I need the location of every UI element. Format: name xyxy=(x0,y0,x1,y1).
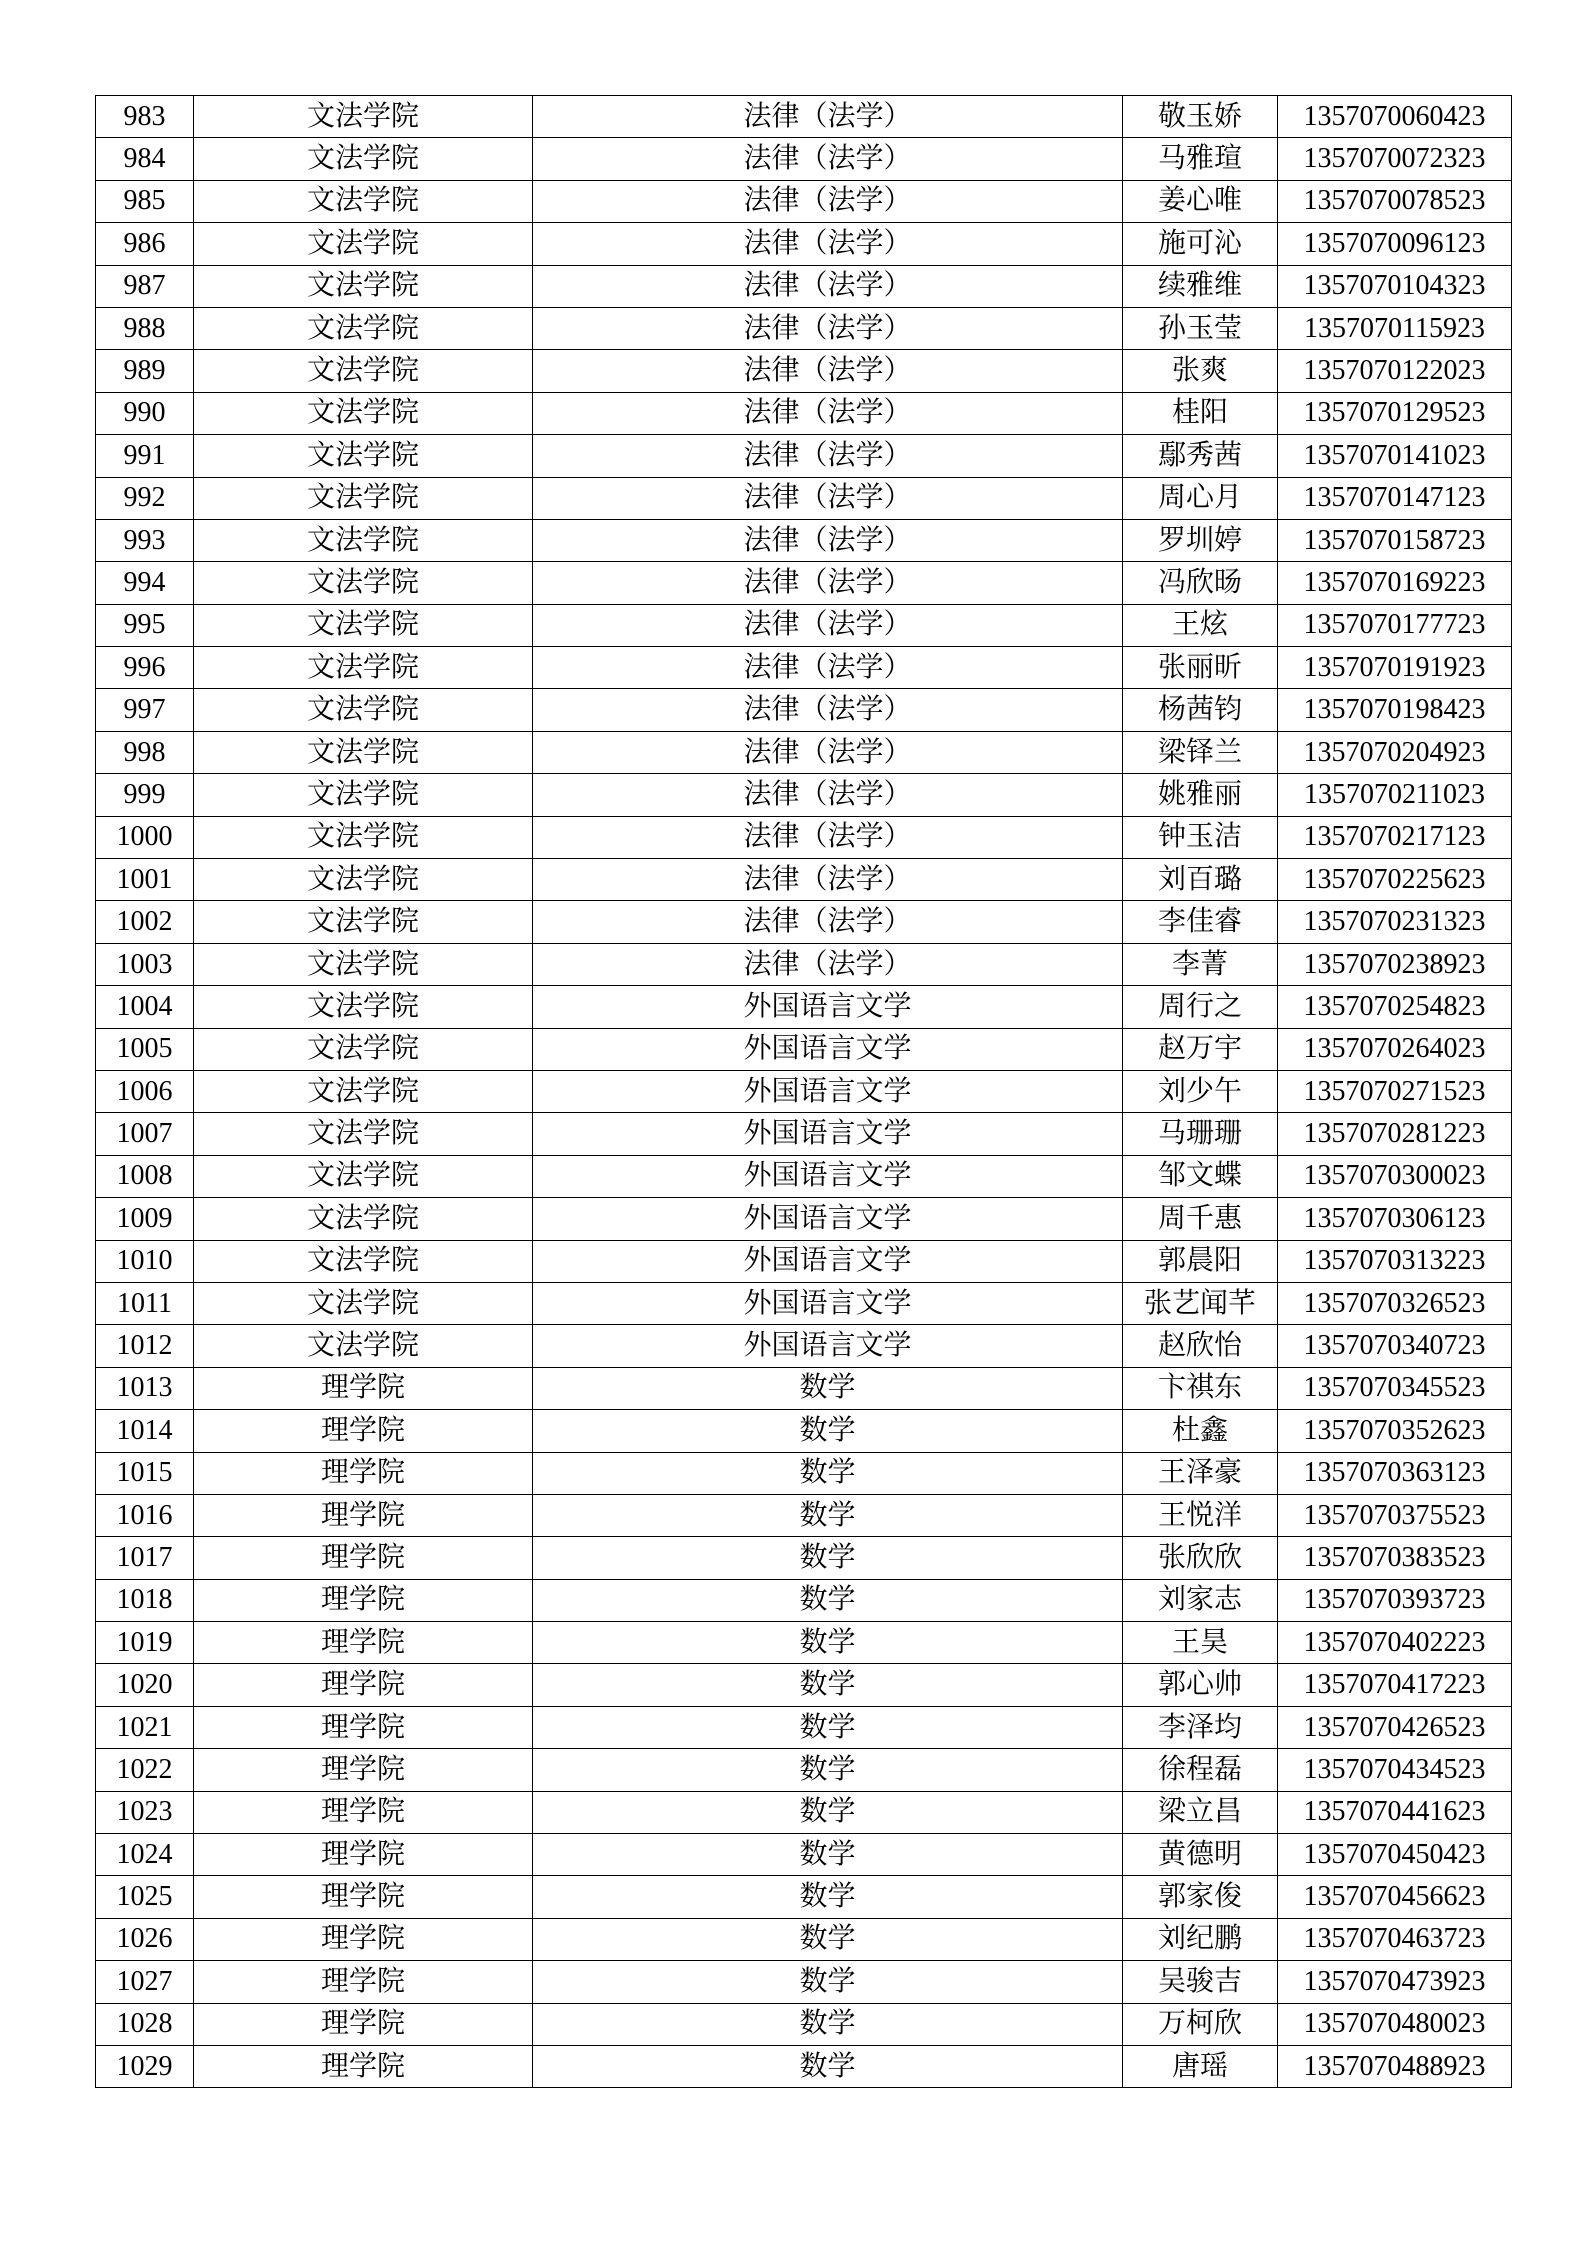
table-row xyxy=(96,562,1512,604)
college-cell: 文法学院 xyxy=(194,816,533,858)
student-name-cell: 刘少午 xyxy=(1123,1070,1278,1112)
table-row xyxy=(96,604,1512,646)
major-cell: 法律（法学） xyxy=(533,562,1123,604)
table-row xyxy=(96,774,1512,816)
table-row xyxy=(96,1918,1512,1960)
id-number-cell: 1357070072323 xyxy=(1278,138,1512,180)
college-cell: 文法学院 xyxy=(194,1155,533,1197)
student-name-cell: 黄德明 xyxy=(1123,1834,1278,1876)
college-cell: 文法学院 xyxy=(194,689,533,731)
row-number-cell: 1013 xyxy=(96,1367,194,1409)
college-cell: 文法学院 xyxy=(194,519,533,561)
college-cell: 文法学院 xyxy=(194,138,533,180)
major-cell: 法律（法学） xyxy=(533,816,1123,858)
id-number-cell: 1357070363123 xyxy=(1278,1452,1512,1494)
major-cell: 外国语言文学 xyxy=(533,1325,1123,1367)
row-number-cell: 1020 xyxy=(96,1664,194,1706)
id-number-cell: 1357070104323 xyxy=(1278,265,1512,307)
table-row xyxy=(96,1155,1512,1197)
student-name-cell: 张艺闻芊 xyxy=(1123,1282,1278,1324)
college-cell: 理学院 xyxy=(194,1367,533,1409)
row-number-cell: 1018 xyxy=(96,1579,194,1621)
major-cell: 外国语言文学 xyxy=(533,1070,1123,1112)
table-row xyxy=(96,1834,1512,1876)
row-number-cell: 1025 xyxy=(96,1876,194,1918)
student-name-cell: 刘家志 xyxy=(1123,1579,1278,1621)
college-cell: 文法学院 xyxy=(194,1028,533,1070)
major-cell: 数学 xyxy=(533,1579,1123,1621)
major-cell: 法律（法学） xyxy=(533,477,1123,519)
id-number-cell: 1357070115923 xyxy=(1278,307,1512,349)
major-cell: 法律（法学） xyxy=(533,774,1123,816)
id-number-cell: 1357070096123 xyxy=(1278,223,1512,265)
major-cell: 数学 xyxy=(533,1664,1123,1706)
id-number-cell: 1357070281223 xyxy=(1278,1113,1512,1155)
row-number-cell: 996 xyxy=(96,647,194,689)
row-number-cell: 1005 xyxy=(96,1028,194,1070)
student-name-cell: 唐瑶 xyxy=(1123,2045,1278,2087)
student-name-cell: 周心月 xyxy=(1123,477,1278,519)
table-row xyxy=(96,435,1512,477)
college-cell: 文法学院 xyxy=(194,604,533,646)
id-number-cell: 1357070169223 xyxy=(1278,562,1512,604)
student-name-cell: 吴骏吉 xyxy=(1123,1961,1278,2003)
row-number-cell: 990 xyxy=(96,392,194,434)
major-cell: 数学 xyxy=(533,1961,1123,2003)
major-cell: 数学 xyxy=(533,1537,1123,1579)
row-number-cell: 1009 xyxy=(96,1198,194,1240)
major-cell: 外国语言文学 xyxy=(533,1155,1123,1197)
major-cell: 外国语言文学 xyxy=(533,1240,1123,1282)
row-number-cell: 1012 xyxy=(96,1325,194,1367)
major-cell: 法律（法学） xyxy=(533,435,1123,477)
table-row xyxy=(96,1070,1512,1112)
student-name-cell: 刘纪鹏 xyxy=(1123,1918,1278,1960)
major-cell: 数学 xyxy=(533,1918,1123,1960)
college-cell: 文法学院 xyxy=(194,986,533,1028)
college-cell: 文法学院 xyxy=(194,1282,533,1324)
row-number-cell: 1015 xyxy=(96,1452,194,1494)
row-number-cell: 984 xyxy=(96,138,194,180)
table-row xyxy=(96,265,1512,307)
student-roster-table xyxy=(95,95,1512,2088)
table-row xyxy=(96,1706,1512,1748)
student-name-cell: 邹文蝶 xyxy=(1123,1155,1278,1197)
college-cell: 理学院 xyxy=(194,1834,533,1876)
major-cell: 外国语言文学 xyxy=(533,1028,1123,1070)
row-number-cell: 1029 xyxy=(96,2045,194,2087)
student-name-cell: 郭晨阳 xyxy=(1123,1240,1278,1282)
id-number-cell: 1357070122023 xyxy=(1278,350,1512,392)
major-cell: 法律（法学） xyxy=(533,731,1123,773)
id-number-cell: 1357070211023 xyxy=(1278,774,1512,816)
row-number-cell: 1004 xyxy=(96,986,194,1028)
row-number-cell: 985 xyxy=(96,180,194,222)
id-number-cell: 1357070238923 xyxy=(1278,943,1512,985)
table-row xyxy=(96,943,1512,985)
id-number-cell: 1357070340723 xyxy=(1278,1325,1512,1367)
id-number-cell: 1357070463723 xyxy=(1278,1918,1512,1960)
id-number-cell: 1357070488923 xyxy=(1278,2045,1512,2087)
row-number-cell: 1003 xyxy=(96,943,194,985)
table-row xyxy=(96,1452,1512,1494)
id-number-cell: 1357070326523 xyxy=(1278,1282,1512,1324)
row-number-cell: 1021 xyxy=(96,1706,194,1748)
college-cell: 理学院 xyxy=(194,1494,533,1536)
student-name-cell: 徐程磊 xyxy=(1123,1749,1278,1791)
id-number-cell: 1357070434523 xyxy=(1278,1749,1512,1791)
id-number-cell: 1357070402223 xyxy=(1278,1622,1512,1664)
id-number-cell: 1357070383523 xyxy=(1278,1537,1512,1579)
row-number-cell: 1007 xyxy=(96,1113,194,1155)
major-cell: 数学 xyxy=(533,1876,1123,1918)
row-number-cell: 1000 xyxy=(96,816,194,858)
table-row xyxy=(96,1961,1512,2003)
major-cell: 数学 xyxy=(533,1706,1123,1748)
student-name-cell: 施可沁 xyxy=(1123,223,1278,265)
college-cell: 理学院 xyxy=(194,2045,533,2087)
student-name-cell: 刘百璐 xyxy=(1123,859,1278,901)
student-name-cell: 桂阳 xyxy=(1123,392,1278,434)
id-number-cell: 1357070345523 xyxy=(1278,1367,1512,1409)
major-cell: 法律（法学） xyxy=(533,96,1123,138)
student-name-cell: 王泽豪 xyxy=(1123,1452,1278,1494)
id-number-cell: 1357070225623 xyxy=(1278,859,1512,901)
college-cell: 理学院 xyxy=(194,2003,533,2045)
student-name-cell: 万柯欣 xyxy=(1123,2003,1278,2045)
major-cell: 法律（法学） xyxy=(533,392,1123,434)
table-row xyxy=(96,2045,1512,2087)
table-row xyxy=(96,1791,1512,1833)
major-cell: 数学 xyxy=(533,1494,1123,1536)
table-row xyxy=(96,1240,1512,1282)
student-name-cell: 赵万宇 xyxy=(1123,1028,1278,1070)
student-name-cell: 卞祺东 xyxy=(1123,1367,1278,1409)
college-cell: 文法学院 xyxy=(194,96,533,138)
table-row xyxy=(96,1325,1512,1367)
table-row xyxy=(96,1579,1512,1621)
id-number-cell: 1357070129523 xyxy=(1278,392,1512,434)
row-number-cell: 993 xyxy=(96,519,194,561)
college-cell: 理学院 xyxy=(194,1452,533,1494)
table-row xyxy=(96,647,1512,689)
student-name-cell: 周千惠 xyxy=(1123,1198,1278,1240)
row-number-cell: 1028 xyxy=(96,2003,194,2045)
major-cell: 法律（法学） xyxy=(533,307,1123,349)
major-cell: 数学 xyxy=(533,2003,1123,2045)
row-number-cell: 1022 xyxy=(96,1749,194,1791)
major-cell: 外国语言文学 xyxy=(533,1198,1123,1240)
college-cell: 文法学院 xyxy=(194,223,533,265)
id-number-cell: 1357070417223 xyxy=(1278,1664,1512,1706)
student-name-cell: 姚雅丽 xyxy=(1123,774,1278,816)
roster-table-body xyxy=(96,96,1512,2088)
student-name-cell: 敬玉娇 xyxy=(1123,96,1278,138)
table-row xyxy=(96,859,1512,901)
college-cell: 理学院 xyxy=(194,1918,533,1960)
row-number-cell: 1011 xyxy=(96,1282,194,1324)
college-cell: 文法学院 xyxy=(194,1240,533,1282)
major-cell: 法律（法学） xyxy=(533,604,1123,646)
id-number-cell: 1357070456623 xyxy=(1278,1876,1512,1918)
student-name-cell: 王悦洋 xyxy=(1123,1494,1278,1536)
college-cell: 理学院 xyxy=(194,1537,533,1579)
college-cell: 理学院 xyxy=(194,1410,533,1452)
id-number-cell: 1357070480023 xyxy=(1278,2003,1512,2045)
table-row xyxy=(96,180,1512,222)
student-name-cell: 赵欣怡 xyxy=(1123,1325,1278,1367)
id-number-cell: 1357070313223 xyxy=(1278,1240,1512,1282)
row-number-cell: 1027 xyxy=(96,1961,194,2003)
row-number-cell: 992 xyxy=(96,477,194,519)
student-name-cell: 张欣欣 xyxy=(1123,1537,1278,1579)
student-name-cell: 郭心帅 xyxy=(1123,1664,1278,1706)
id-number-cell: 1357070300023 xyxy=(1278,1155,1512,1197)
row-number-cell: 1006 xyxy=(96,1070,194,1112)
id-number-cell: 1357070450423 xyxy=(1278,1834,1512,1876)
id-number-cell: 1357070473923 xyxy=(1278,1961,1512,2003)
major-cell: 数学 xyxy=(533,1834,1123,1876)
row-number-cell: 1023 xyxy=(96,1791,194,1833)
table-row xyxy=(96,1367,1512,1409)
student-name-cell: 李菁 xyxy=(1123,943,1278,985)
id-number-cell: 1357070198423 xyxy=(1278,689,1512,731)
student-name-cell: 孙玉莹 xyxy=(1123,307,1278,349)
college-cell: 文法学院 xyxy=(194,180,533,222)
major-cell: 法律（法学） xyxy=(533,901,1123,943)
student-name-cell: 鄢秀茜 xyxy=(1123,435,1278,477)
college-cell: 理学院 xyxy=(194,1791,533,1833)
table-row xyxy=(96,731,1512,773)
row-number-cell: 998 xyxy=(96,731,194,773)
row-number-cell: 986 xyxy=(96,223,194,265)
major-cell: 法律（法学） xyxy=(533,265,1123,307)
major-cell: 数学 xyxy=(533,1452,1123,1494)
student-name-cell: 王炫 xyxy=(1123,604,1278,646)
major-cell: 法律（法学） xyxy=(533,689,1123,731)
college-cell: 文法学院 xyxy=(194,647,533,689)
id-number-cell: 1357070271523 xyxy=(1278,1070,1512,1112)
college-cell: 文法学院 xyxy=(194,731,533,773)
row-number-cell: 1002 xyxy=(96,901,194,943)
major-cell: 法律（法学） xyxy=(533,943,1123,985)
table-row xyxy=(96,1537,1512,1579)
major-cell: 法律（法学） xyxy=(533,350,1123,392)
college-cell: 文法学院 xyxy=(194,1070,533,1112)
row-number-cell: 1024 xyxy=(96,1834,194,1876)
table-row xyxy=(96,1198,1512,1240)
college-cell: 文法学院 xyxy=(194,435,533,477)
college-cell: 理学院 xyxy=(194,1961,533,2003)
major-cell: 外国语言文学 xyxy=(533,1113,1123,1155)
table-row xyxy=(96,816,1512,858)
row-number-cell: 983 xyxy=(96,96,194,138)
id-number-cell: 1357070177723 xyxy=(1278,604,1512,646)
college-cell: 文法学院 xyxy=(194,350,533,392)
college-cell: 理学院 xyxy=(194,1749,533,1791)
table-row xyxy=(96,307,1512,349)
table-row xyxy=(96,96,1512,138)
id-number-cell: 1357070254823 xyxy=(1278,986,1512,1028)
id-number-cell: 1357070306123 xyxy=(1278,1198,1512,1240)
college-cell: 文法学院 xyxy=(194,265,533,307)
table-row xyxy=(96,1749,1512,1791)
id-number-cell: 1357070141023 xyxy=(1278,435,1512,477)
college-cell: 理学院 xyxy=(194,1876,533,1918)
student-name-cell: 马雅瑄 xyxy=(1123,138,1278,180)
row-number-cell: 994 xyxy=(96,562,194,604)
major-cell: 法律（法学） xyxy=(533,647,1123,689)
major-cell: 数学 xyxy=(533,1410,1123,1452)
college-cell: 文法学院 xyxy=(194,1198,533,1240)
college-cell: 文法学院 xyxy=(194,901,533,943)
student-name-cell: 李佳睿 xyxy=(1123,901,1278,943)
student-name-cell: 钟玉洁 xyxy=(1123,816,1278,858)
major-cell: 法律（法学） xyxy=(533,223,1123,265)
student-name-cell: 姜心唯 xyxy=(1123,180,1278,222)
row-number-cell: 991 xyxy=(96,435,194,477)
major-cell: 外国语言文学 xyxy=(533,1282,1123,1324)
student-name-cell: 张丽昕 xyxy=(1123,647,1278,689)
id-number-cell: 1357070204923 xyxy=(1278,731,1512,773)
table-row xyxy=(96,519,1512,561)
row-number-cell: 1017 xyxy=(96,1537,194,1579)
id-number-cell: 1357070147123 xyxy=(1278,477,1512,519)
student-name-cell: 杨茜钧 xyxy=(1123,689,1278,731)
student-name-cell: 梁铎兰 xyxy=(1123,731,1278,773)
table-row xyxy=(96,138,1512,180)
college-cell: 文法学院 xyxy=(194,859,533,901)
table-row xyxy=(96,1282,1512,1324)
id-number-cell: 1357070231323 xyxy=(1278,901,1512,943)
student-name-cell: 冯欣旸 xyxy=(1123,562,1278,604)
table-row xyxy=(96,350,1512,392)
row-number-cell: 1016 xyxy=(96,1494,194,1536)
table-row xyxy=(96,1113,1512,1155)
row-number-cell: 1014 xyxy=(96,1410,194,1452)
table-row xyxy=(96,1876,1512,1918)
table-row xyxy=(96,986,1512,1028)
college-cell: 理学院 xyxy=(194,1706,533,1748)
id-number-cell: 1357070264023 xyxy=(1278,1028,1512,1070)
table-row xyxy=(96,1494,1512,1536)
id-number-cell: 1357070393723 xyxy=(1278,1579,1512,1621)
major-cell: 数学 xyxy=(533,1749,1123,1791)
table-row xyxy=(96,901,1512,943)
major-cell: 数学 xyxy=(533,2045,1123,2087)
college-cell: 文法学院 xyxy=(194,774,533,816)
table-row xyxy=(96,1622,1512,1664)
student-name-cell: 梁立昌 xyxy=(1123,1791,1278,1833)
table-row xyxy=(96,1410,1512,1452)
row-number-cell: 1001 xyxy=(96,859,194,901)
row-number-cell: 1008 xyxy=(96,1155,194,1197)
id-number-cell: 1357070217123 xyxy=(1278,816,1512,858)
major-cell: 数学 xyxy=(533,1367,1123,1409)
student-name-cell: 杜鑫 xyxy=(1123,1410,1278,1452)
table-row xyxy=(96,392,1512,434)
student-name-cell: 王昊 xyxy=(1123,1622,1278,1664)
id-number-cell: 1357070375523 xyxy=(1278,1494,1512,1536)
table-row xyxy=(96,223,1512,265)
student-name-cell: 张爽 xyxy=(1123,350,1278,392)
row-number-cell: 987 xyxy=(96,265,194,307)
row-number-cell: 995 xyxy=(96,604,194,646)
college-cell: 理学院 xyxy=(194,1622,533,1664)
row-number-cell: 997 xyxy=(96,689,194,731)
table-row xyxy=(96,689,1512,731)
major-cell: 数学 xyxy=(533,1791,1123,1833)
row-number-cell: 989 xyxy=(96,350,194,392)
student-name-cell: 周行之 xyxy=(1123,986,1278,1028)
college-cell: 理学院 xyxy=(194,1664,533,1706)
major-cell: 法律（法学） xyxy=(533,138,1123,180)
row-number-cell: 1019 xyxy=(96,1622,194,1664)
student-name-cell: 马珊珊 xyxy=(1123,1113,1278,1155)
college-cell: 文法学院 xyxy=(194,943,533,985)
student-name-cell: 罗圳婷 xyxy=(1123,519,1278,561)
id-number-cell: 1357070441623 xyxy=(1278,1791,1512,1833)
college-cell: 文法学院 xyxy=(194,392,533,434)
table-row xyxy=(96,2003,1512,2045)
id-number-cell: 1357070426523 xyxy=(1278,1706,1512,1748)
major-cell: 法律（法学） xyxy=(533,180,1123,222)
table-row xyxy=(96,477,1512,519)
row-number-cell: 988 xyxy=(96,307,194,349)
row-number-cell: 1010 xyxy=(96,1240,194,1282)
college-cell: 文法学院 xyxy=(194,562,533,604)
college-cell: 文法学院 xyxy=(194,307,533,349)
row-number-cell: 999 xyxy=(96,774,194,816)
table-row xyxy=(96,1664,1512,1706)
college-cell: 理学院 xyxy=(194,1579,533,1621)
id-number-cell: 1357070158723 xyxy=(1278,519,1512,561)
major-cell: 法律（法学） xyxy=(533,519,1123,561)
college-cell: 文法学院 xyxy=(194,1113,533,1155)
college-cell: 文法学院 xyxy=(194,477,533,519)
id-number-cell: 1357070191923 xyxy=(1278,647,1512,689)
id-number-cell: 1357070352623 xyxy=(1278,1410,1512,1452)
college-cell: 文法学院 xyxy=(194,1325,533,1367)
row-number-cell: 1026 xyxy=(96,1918,194,1960)
table-row xyxy=(96,1028,1512,1070)
major-cell: 数学 xyxy=(533,1622,1123,1664)
major-cell: 外国语言文学 xyxy=(533,986,1123,1028)
major-cell: 法律（法学） xyxy=(533,859,1123,901)
student-name-cell: 李泽均 xyxy=(1123,1706,1278,1748)
student-name-cell: 郭家俊 xyxy=(1123,1876,1278,1918)
id-number-cell: 1357070078523 xyxy=(1278,180,1512,222)
student-name-cell: 续雅维 xyxy=(1123,265,1278,307)
id-number-cell: 1357070060423 xyxy=(1278,96,1512,138)
